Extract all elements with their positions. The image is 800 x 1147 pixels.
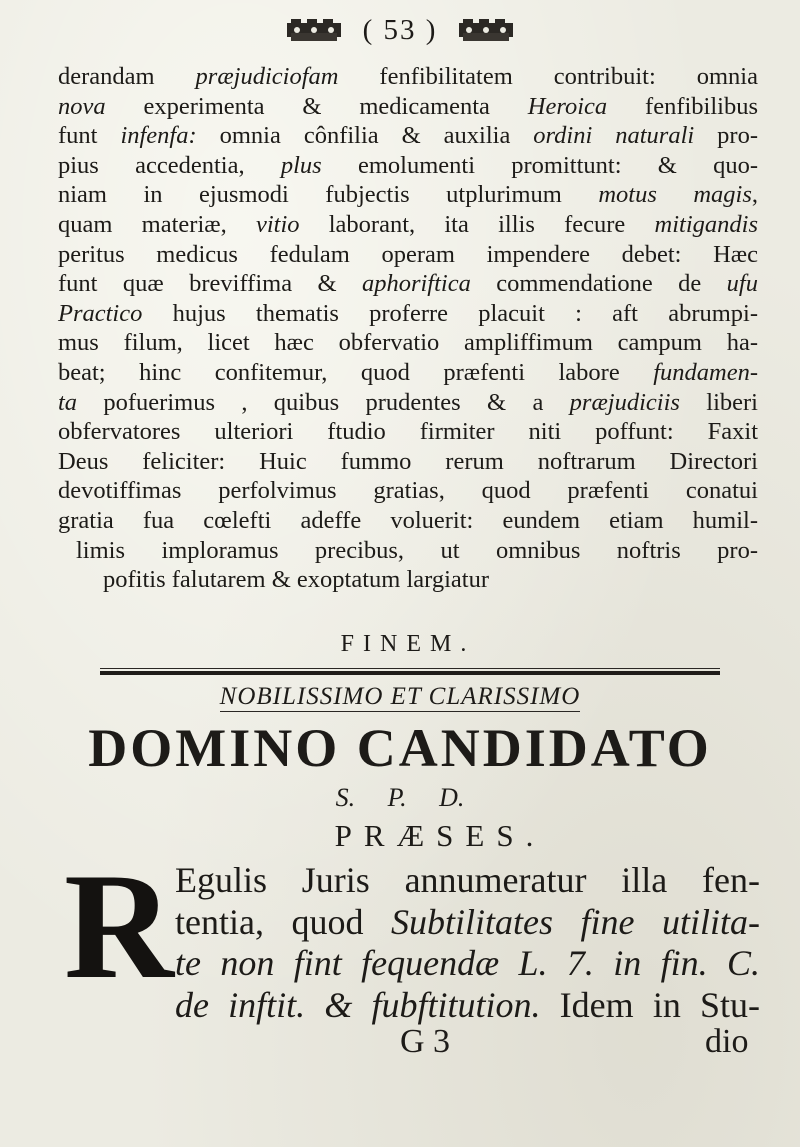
text-span: omnia cônfilia & auxilia [196, 122, 534, 150]
text-span: funt quæ breviffima & [58, 270, 362, 298]
italic-text: nova [58, 92, 106, 120]
left-ornament-icon [285, 17, 343, 43]
right-ornament-icon [457, 17, 515, 43]
dedication-salutation [0, 683, 800, 711]
body-line [58, 121, 758, 151]
text-span: pofitis falutarem & exoptatum largiatur [103, 566, 489, 594]
text-span: mus filum, licet hæc obfervatio ampliffimum campum ha- [58, 329, 758, 357]
text-span: limis imploramus precibus, ut omnibus noftris pro- [76, 536, 758, 564]
body-line [58, 417, 758, 447]
signature-mark: G 3 [400, 1023, 451, 1060]
catchword: dio [705, 1023, 749, 1060]
text-span: funt [58, 122, 121, 150]
finem-text: FINEM. [340, 631, 476, 657]
text-span: laborant, ita illis fecure [299, 210, 655, 238]
italic-text: te non fint fequendæ L. 7. in fin. C. [175, 943, 760, 983]
running-head [0, 10, 800, 50]
text-span: hujus thematis proferre placuit : aft abrumpi- [142, 299, 758, 327]
text-span: pofuerimus , quibus prudentes & a [77, 388, 570, 416]
text-span: niam in ejusmodi fubjectis utplurimum [58, 181, 599, 209]
text-span: emolumenti promittunt: & quo- [321, 151, 759, 179]
text-span: beat; hinc confitemur, quod præfenti labore [58, 358, 654, 386]
text-span: pro- [694, 122, 759, 150]
text-span: devotiffimas perfolvimus gratias, quod præfenti conatui [58, 477, 758, 505]
text-span: Deus feliciter: Huic fummo rerum noftrarum Directori [58, 447, 758, 475]
italic-text: præjudiciofam [195, 63, 339, 90]
signature-line [0, 1023, 800, 1063]
body-line [58, 180, 758, 210]
text-span: Idem in Stu- [540, 984, 760, 1025]
italic-text: aphoriftica [361, 270, 471, 298]
italic-text: motus magis [598, 181, 752, 209]
italic-text: mitigandis [654, 210, 758, 238]
final_paragraph-line [175, 985, 760, 1027]
body-line [58, 151, 758, 181]
italic-text: ordini naturali [533, 122, 695, 150]
body-line [58, 388, 758, 418]
dedication-title: DOMINO CANDIDATO [88, 718, 712, 778]
text-span: , [751, 181, 758, 209]
italic-text: ta [58, 388, 78, 416]
text-span: derandam [58, 63, 196, 90]
body-line [58, 240, 758, 270]
body-line [58, 210, 758, 240]
body-line [58, 328, 758, 358]
body-line [58, 269, 758, 299]
text-span: quam materiæ, [58, 210, 256, 238]
body-line [58, 476, 758, 506]
body-line [58, 565, 758, 595]
body-line [58, 447, 758, 477]
italic-text: vitio [255, 210, 300, 238]
final-paragraph [175, 860, 760, 1026]
final_paragraph-line [175, 860, 760, 902]
italic-text: fundamen- [653, 358, 758, 386]
text-span: gratia fua cœlefti adeffe voluerit: eundem etiam humil- [58, 506, 758, 534]
body-line [58, 358, 758, 388]
body-paragraph [58, 62, 758, 595]
drop-cap: R [64, 842, 174, 1010]
text-span: fenfibilibus [607, 92, 758, 120]
italic-text: Practico [58, 299, 143, 327]
body-line [58, 536, 758, 566]
italic-text: præjudiciis [569, 388, 680, 416]
body-line [58, 299, 758, 329]
italic-text: plus [280, 151, 322, 179]
italic-text: Subtilitates fine utilita- [391, 901, 761, 942]
body-line [58, 506, 758, 536]
spd-abbreviation: S. P. D. [335, 783, 465, 812]
dedication-salutation-text: NOBILISSIMO ET CLARISSIMO [219, 683, 581, 710]
text-span: experimenta & medicamenta [105, 92, 528, 120]
text-span: Egulis Juris annumeratur illa fen- [175, 860, 760, 900]
text-span: peritus medicus fedulam operam impendere debet: Hæc [58, 240, 758, 268]
body-line [58, 62, 758, 92]
italic-text: ufu [726, 270, 758, 298]
text-span: tentia, quod [175, 901, 391, 942]
page-number: ( 53 ) [362, 13, 438, 46]
text-span: commendatione de [470, 270, 727, 298]
italic-text: de inftit. & fubftitution. [175, 984, 541, 1025]
italic-text: infenfa: [120, 122, 197, 150]
text-span: pius accedentia, [58, 151, 281, 179]
text-span: obfervatores ulteriori ftudio firmiter niti poffunt: Faxit [58, 418, 758, 446]
final_paragraph-line [175, 943, 760, 985]
final_paragraph-line [175, 902, 760, 944]
text-span: fenfibilitatem contribuit: omnia [338, 63, 758, 90]
text-span: liberi [679, 388, 758, 416]
praeses-heading: PRÆSES. [334, 818, 546, 853]
italic-text: Heroica [527, 92, 608, 120]
body-line [58, 92, 758, 122]
section-divider [100, 668, 720, 676]
